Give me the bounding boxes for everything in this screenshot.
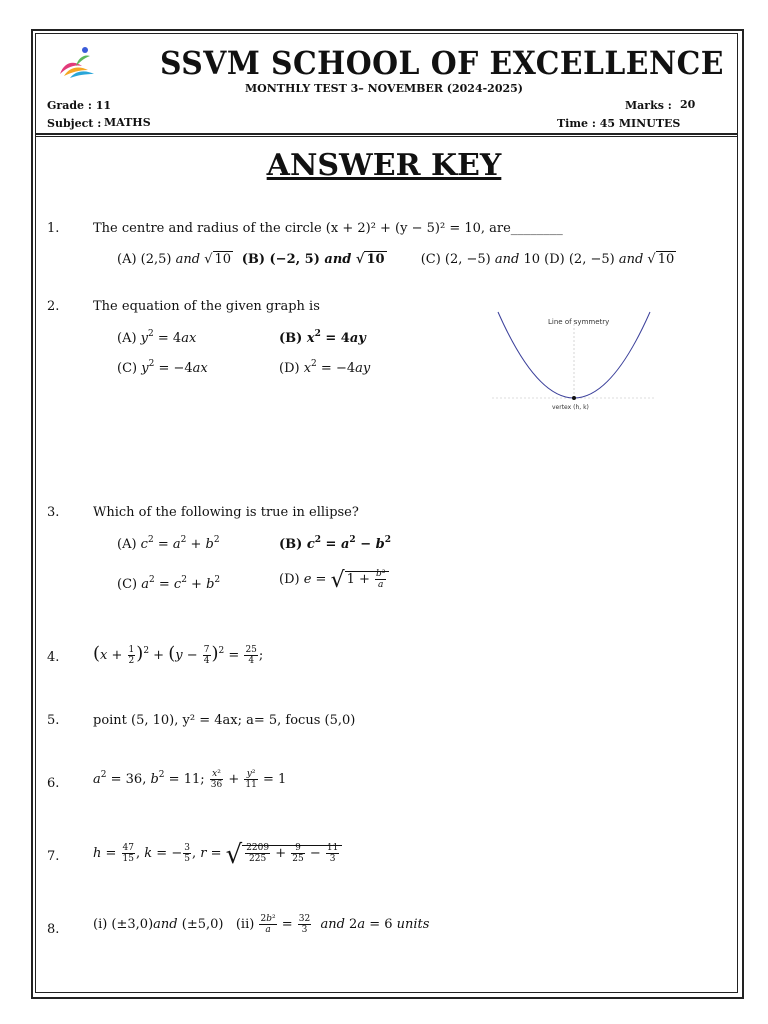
vertex-label: vertex (h, k) [552,404,589,411]
question-number: 6. [47,776,60,791]
answer-6: $a^2 = 36$, $b^2 = 11$; $\frac{\text{x²}}{36}$ + $\frac{\text{y²}}{11}$ = 1 [93,769,287,790]
q3-option-c: (C) $a^2 = c^2 + b^2$ [117,575,221,592]
parabola-graph [488,306,658,416]
q3-option-a: (A) $c^2 = a^2 + b^2$ [117,535,220,552]
school-name: SSVM SCHOOL OF EXCELLENCE [160,44,724,82]
q2-option-d: (D) $x^2 = -4ay$ [279,359,371,376]
q2-option-c: (C) $y^2 = -4ax$ [117,359,208,376]
school-logo [56,44,98,80]
question-1-text: The centre and radius of the circle (x + 2)² + (y − 5)² = 10, are________ [93,221,563,236]
q2-option-b: (B) $x^2 = 4ay$ [279,329,366,346]
question-number: 3. [47,505,60,520]
header-divider [35,133,738,135]
marks-value: 20 [680,98,696,111]
question-3-text: Which of the following is true in ellipse? [93,505,359,520]
question-number: 5. [47,713,60,728]
answer-5: point (5, 10), y² = 4ax; a= 5, focus (5,0) [93,713,356,728]
question-number: 2. [47,299,60,314]
q2-option-a: (A) $y^2 = 4ax$ [117,329,197,346]
answer-7: h = $\frac{47}{15}$ , k = − $\frac{3}{5}$ , r = √ $\frac{2209}{225}$ + $\frac{9}{25}$ − $\frac{11}{3}$ [93,840,342,870]
question-number: 7. [47,849,60,864]
grade-label: Grade : 11 [47,99,112,112]
answer-8: (i) (±3,0)and (±5,0) (ii) $\frac{\text{2b²}}{a}$ = $\frac{32}{3}$ and 2a = 6 units [93,914,430,935]
page-title: ANSWER KEY [266,148,502,183]
marks-label: Marks : [625,99,672,112]
subject-label: Subject : [47,117,102,130]
question-1-options: (A) (2,5) and √ 10 (B) (−2, 5) and √ 10 (C) (2, −5) and 10 (D) (2, −5) and √ 10 [117,252,675,267]
subject-value: MATHS [104,116,151,129]
question-2-text: The equation of the given graph is [93,299,320,314]
question-number: 8. [47,922,60,937]
test-title: MONTHLY TEST 3– NOVEMBER (2024-2025) [244,82,523,95]
time-label: Time : 45 MINUTES [557,117,681,130]
axis-label: Line of symmetry [548,318,610,326]
q3-option-b: (B) $c^2 = a^2 - b^2$ [279,535,391,552]
header-divider-thin [35,136,738,137]
question-number: 1. [47,221,60,236]
question-number: 4. [47,650,60,665]
answer-4: (x + $\frac{1}{2}$ )$^2$ + (y − $\frac{7}{4}$ )$^2$ = $\frac{25}{4}$ ; [93,643,264,666]
q3-option-d: (D) e = √ 1 + $\frac{\text{b²}}{a}$ [279,568,389,593]
